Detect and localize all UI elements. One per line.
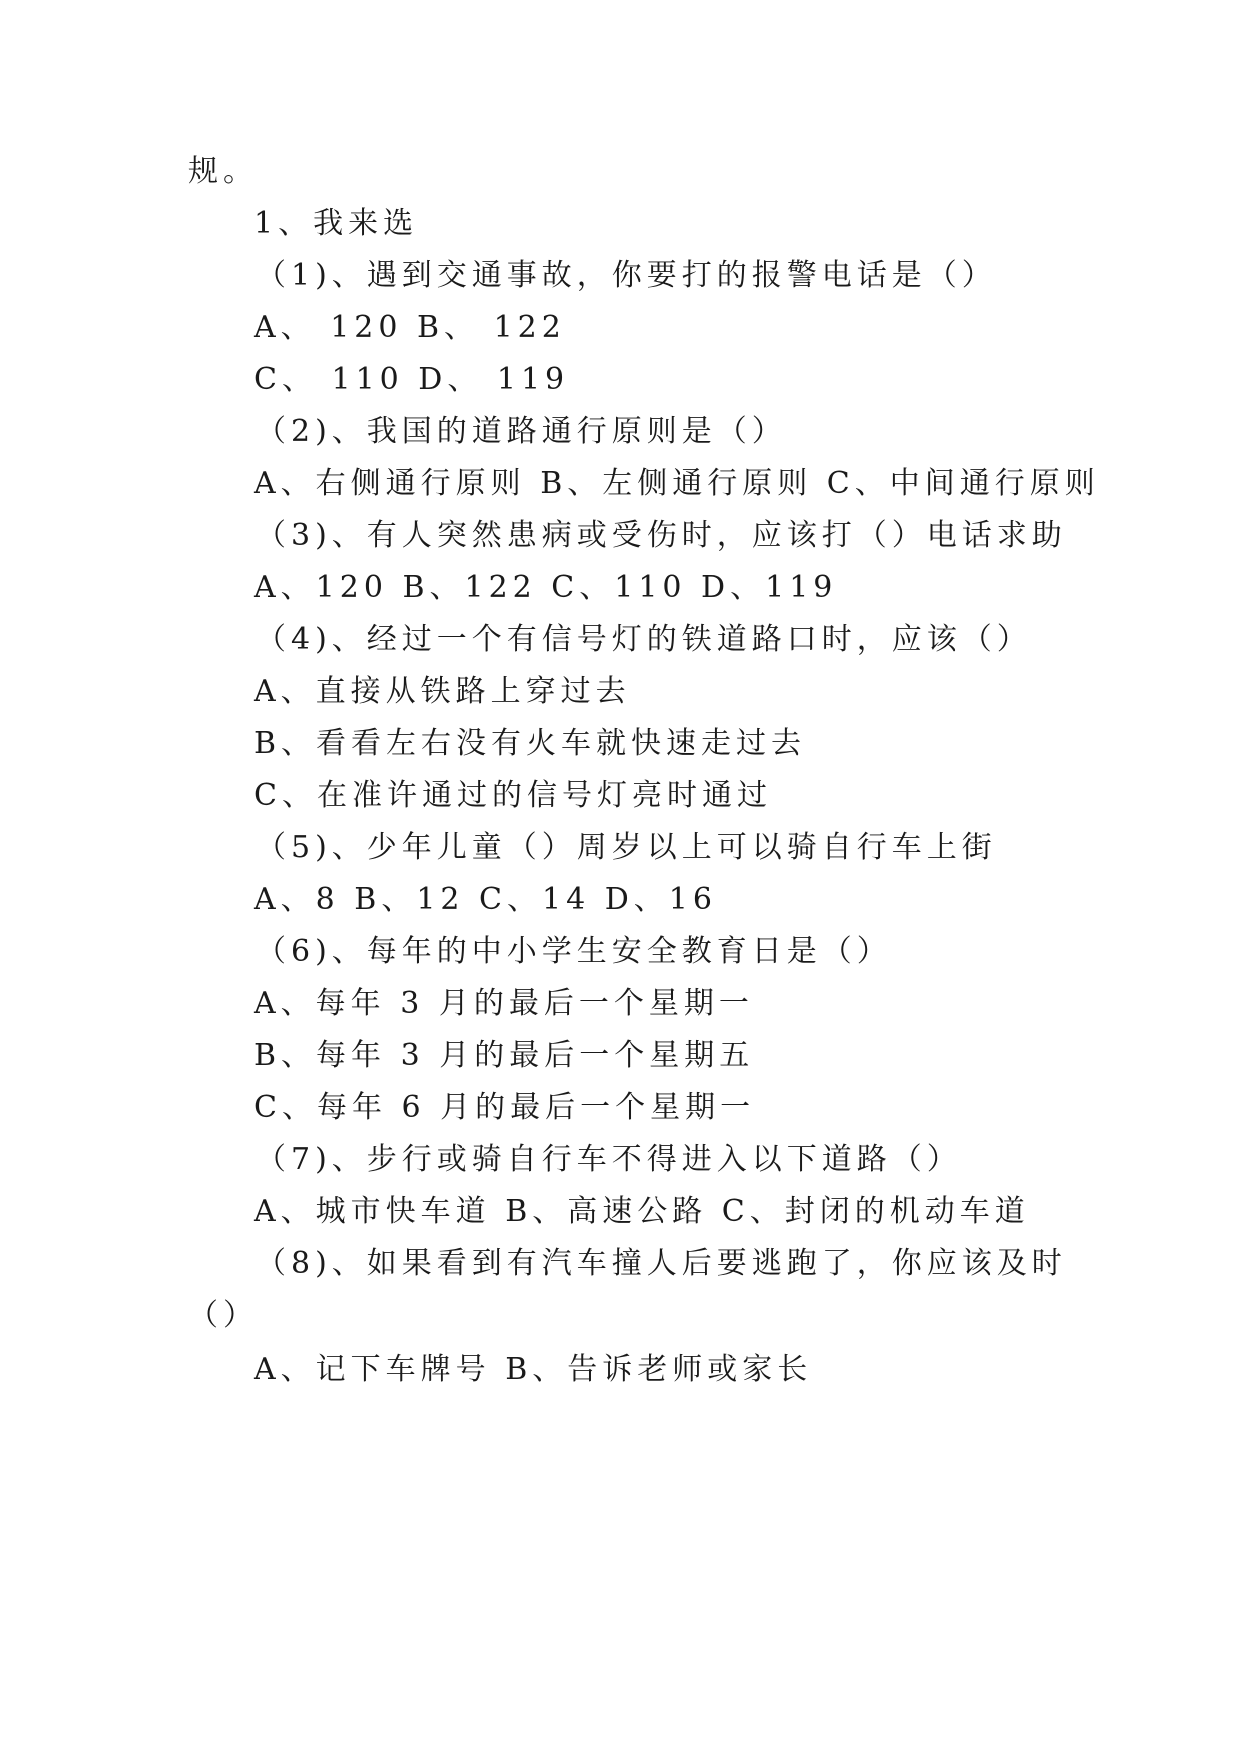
question-line: （5)、少年儿童（）周岁以上可以骑自行车上街 [256, 830, 997, 865]
question-line: （8)、如果看到有汽车撞人后要逃跑了，你应该及时 [256, 1246, 1067, 1281]
option-line: C、在准许通过的信号灯亮时通过 [254, 778, 772, 813]
question-line: （7)、步行或骑自行车不得进入以下道路（） [256, 1142, 962, 1177]
question-line: （3)、有人突然患病或受伤时，应该打（）电话求助 [256, 518, 1067, 553]
question-continuation: （） [188, 1298, 258, 1333]
question-line: （2)、我国的道路通行原则是（） [256, 414, 787, 449]
question-line: （4)、经过一个有信号灯的铁道路口时，应该（） [256, 622, 1032, 657]
text-line: 规。 [188, 154, 258, 189]
question-line: （1)、遇到交通事故，你要打的报警电话是（） [256, 258, 997, 293]
option-line: A、每年 3 月的最后一个星期一 [254, 986, 754, 1021]
section-heading: 1、我来选 [254, 206, 419, 241]
option-line: C、 110 D、 119 [254, 362, 570, 397]
option-line: A、8 B、12 C、14 D、16 [254, 882, 717, 917]
option-line: A、记下车牌号 B、告诉老师或家长 [254, 1352, 813, 1387]
option-line: C、每年 6 月的最后一个星期一 [254, 1090, 756, 1125]
option-line: A、城市快车道 B、高速公路 C、封闭的机动车道 [254, 1194, 1030, 1229]
option-line: A、直接从铁路上穿过去 [254, 674, 631, 709]
option-line: B、看看左右没有火车就快速走过去 [254, 726, 807, 761]
option-line: A、右侧通行原则 B、左侧通行原则 C、中间通行原则 [254, 466, 1100, 501]
question-line: （6)、每年的中小学生安全教育日是（） [256, 934, 892, 969]
option-line: B、每年 3 月的最后一个星期五 [254, 1038, 755, 1073]
option-line: A、120 B、122 C、110 D、119 [254, 570, 838, 605]
option-line: A、 120 B、 122 [254, 310, 566, 345]
